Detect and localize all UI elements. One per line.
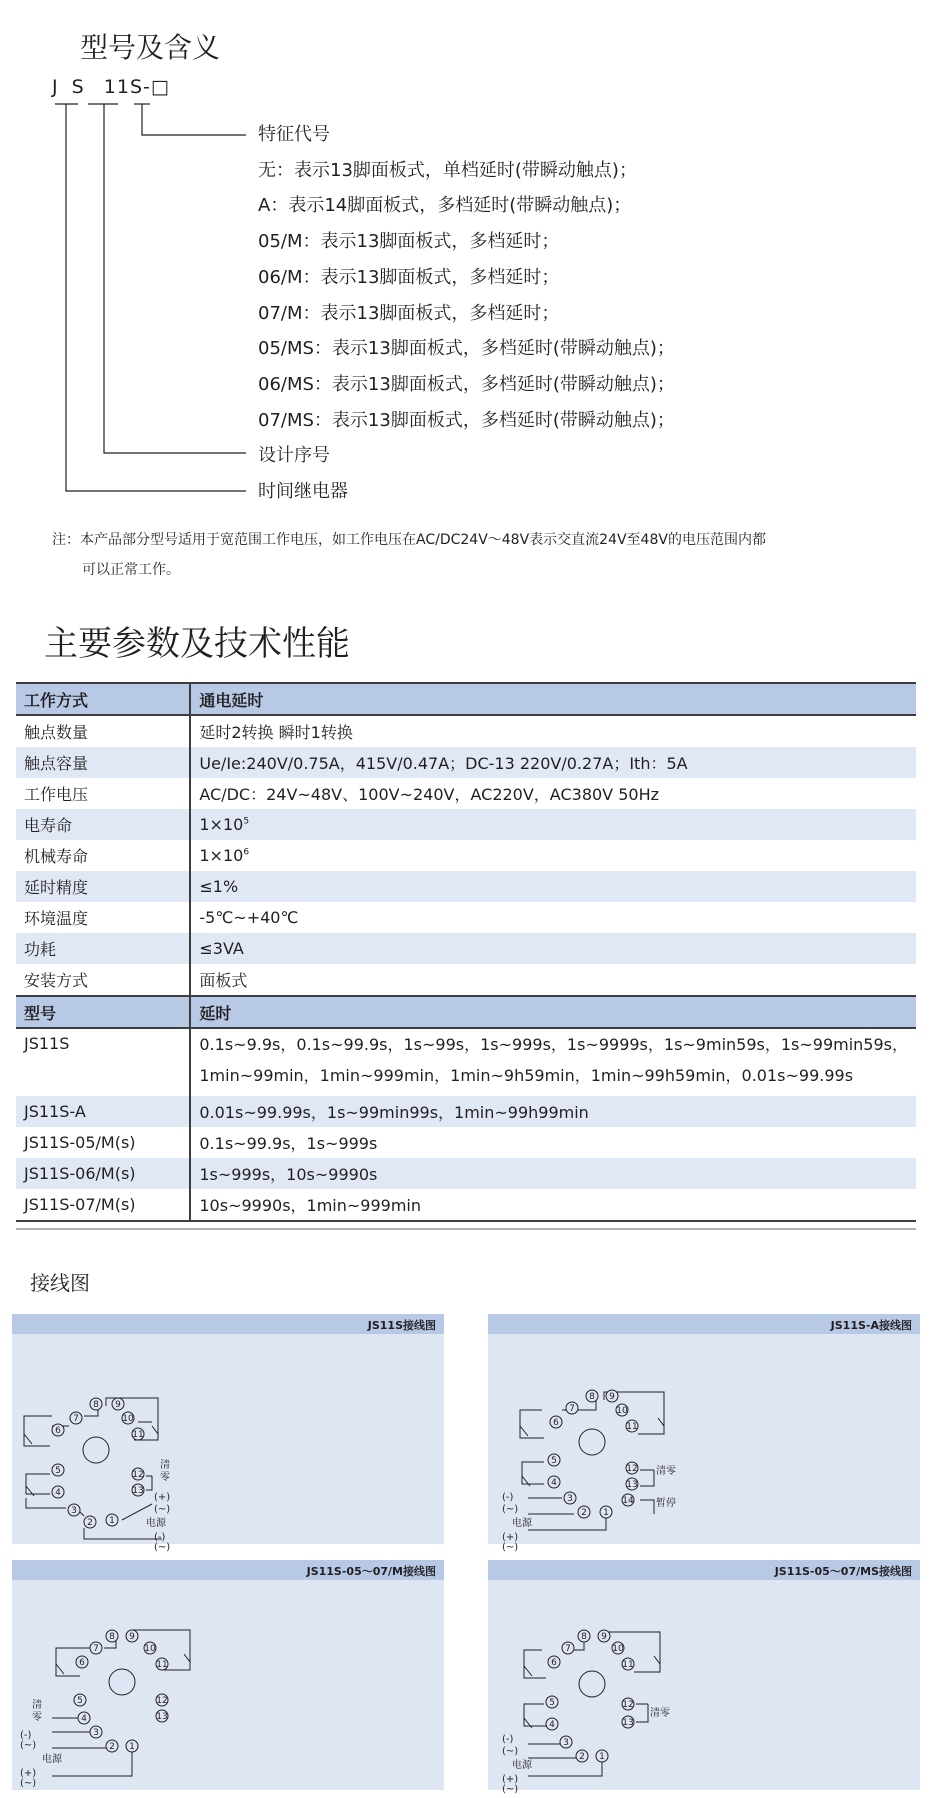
svg-text:3: 3 (563, 1738, 569, 1748)
row-label: 环境温度 (16, 902, 190, 933)
row-value: ≤3VA (190, 933, 916, 964)
params-table (16, 682, 916, 1222)
row-value: 10s~9990s，1min~999min (190, 1189, 916, 1221)
label-tilde-2: (~) (502, 1542, 519, 1553)
row-value: AC/DC：24V~48V、100V~240V，AC220V，AC380V 50Hz (199, 785, 660, 804)
label-plus: (+) (502, 1774, 519, 1785)
svg-text:11: 11 (626, 1422, 638, 1432)
svg-text:12: 12 (132, 1470, 144, 1480)
row-value: 0.01s~99.99s，1s~99min99s，1min~99h99min (190, 1096, 916, 1127)
svg-text:2: 2 (579, 1752, 585, 1762)
svg-text:5: 5 (549, 1698, 555, 1708)
label-clear-2: 零 (160, 1472, 170, 1483)
wiring-diagram (12, 1580, 444, 1790)
row-label: 功耗 (16, 933, 190, 964)
panel-title: JS11S接线图 (367, 1319, 436, 1332)
svg-text:10: 10 (122, 1414, 134, 1424)
svg-text:10: 10 (144, 1644, 156, 1654)
svg-text:6: 6 (55, 1426, 61, 1436)
row-label: JS11S-06/M(s) (16, 1158, 190, 1189)
table-row (16, 809, 916, 840)
code-part-box: □ (150, 76, 170, 98)
label-tilde: (~) (154, 1504, 171, 1515)
wiring-section-title: 接线图 (30, 1271, 90, 1295)
value-base: 1×10 (199, 815, 244, 834)
svg-text:12: 12 (622, 1700, 634, 1710)
row-label: JS11S-07/M(s) (16, 1189, 190, 1221)
row-label: JS11S (16, 1028, 190, 1096)
label-plus: (+) (20, 1768, 37, 1779)
svg-text:4: 4 (55, 1488, 61, 1498)
row-label: 机械寿命 (16, 840, 190, 871)
table-row (16, 902, 916, 933)
model-item-06ms: 06/MS：表示13脚面板式，多档延时(带瞬动触点)； (258, 374, 675, 395)
row-label: 触点容量 (16, 747, 190, 778)
wiring-panel-js11s-m (12, 1560, 444, 1790)
svg-text:4: 4 (551, 1478, 557, 1488)
svg-text:10: 10 (616, 1406, 628, 1416)
svg-text:9: 9 (129, 1632, 135, 1642)
label-tilde-2: (~) (20, 1778, 37, 1789)
svg-text:1: 1 (129, 1742, 135, 1752)
label-tilde: (~) (502, 1504, 519, 1515)
panel-title: JS11S-A接线图 (830, 1319, 912, 1332)
svg-text:12: 12 (156, 1696, 168, 1706)
code-part-s: S (71, 76, 85, 98)
label-power: 电源 (146, 1518, 166, 1529)
label-plus: (+) (154, 1492, 171, 1503)
table-row (16, 871, 916, 902)
wiring-panel-js11s-a (488, 1314, 920, 1553)
table-bottom-shadow (16, 1228, 916, 1230)
wiring-panel-js11s (12, 1314, 444, 1553)
wiring-panel-js11s-ms (488, 1560, 920, 1795)
svg-text:7: 7 (73, 1414, 79, 1424)
table-row (16, 747, 916, 778)
code-part-11s: 11S- (103, 76, 151, 98)
label-clear-2: 零 (32, 1712, 42, 1723)
row-label: JS11S-A (16, 1096, 190, 1127)
header-label: 工作方式 (16, 683, 190, 715)
svg-text:3: 3 (71, 1506, 77, 1516)
model-item-07ms: 07/MS：表示13脚面板式，多档延时(带瞬动触点)； (258, 410, 675, 431)
code-part-j: J (52, 76, 59, 98)
label-minus: (-) (502, 1492, 514, 1503)
svg-text:7: 7 (569, 1404, 575, 1414)
row-value-line-2: 1min~99min，1min~999min，1min~9h59min，1min~99h59min，0.01s~99.99s (199, 1066, 854, 1085)
table-row (16, 715, 916, 747)
table-row (16, 1127, 916, 1158)
svg-text:7: 7 (565, 1644, 571, 1654)
panel-title: JS11S-05～07/M接线图 (306, 1565, 436, 1578)
svg-text:12: 12 (626, 1464, 638, 1474)
table-row (16, 1028, 916, 1096)
row-value: ≤1% (190, 871, 916, 902)
row-value (190, 840, 916, 871)
row-label: 延时精度 (16, 871, 190, 902)
svg-text:8: 8 (93, 1400, 99, 1410)
label-power: 电源 (512, 1760, 532, 1771)
table-row (16, 778, 916, 809)
row-label: 工作电压 (16, 778, 190, 809)
model-item-07m: 07/M：表示13脚面板式，多档延时； (258, 303, 560, 324)
wiring-diagram (488, 1334, 920, 1553)
svg-text:2: 2 (87, 1518, 93, 1528)
model-item-none: 无：表示13脚面板式，单档延时(带瞬动触点)； (258, 160, 637, 181)
row-label: 安装方式 (16, 964, 190, 996)
wiring-diagram (12, 1334, 444, 1553)
label-minus: (-) (154, 1532, 166, 1543)
svg-text:3: 3 (93, 1728, 99, 1738)
panel-title: JS11S-05～07/MS接线图 (774, 1565, 912, 1578)
label-tilde: (~) (20, 1740, 37, 1751)
svg-text:13: 13 (622, 1718, 634, 1728)
row-label: 触点数量 (16, 715, 190, 747)
table-row (16, 933, 916, 964)
label-clear-1: 清 (160, 1460, 170, 1471)
svg-text:13: 13 (156, 1712, 168, 1722)
label-clear: 清零 (656, 1466, 676, 1477)
label-tilde-2: (~) (502, 1784, 519, 1795)
label-tilde: (~) (502, 1746, 519, 1757)
svg-text:11: 11 (622, 1660, 634, 1670)
row-value (190, 809, 916, 840)
row-value-line-1: 0.1s~9.9s，0.1s~99.9s，1s~99s，1s~999s，1s~9999s，1s~9min59s，1s~99min59s， (199, 1035, 908, 1054)
svg-text:9: 9 (601, 1632, 607, 1642)
svg-text:6: 6 (553, 1418, 559, 1428)
label-clear-1: 清 (32, 1700, 42, 1711)
model-code-leader-lines (0, 0, 260, 500)
table-row (16, 1096, 916, 1127)
svg-text:8: 8 (109, 1632, 115, 1642)
label-minus: (-) (502, 1734, 514, 1745)
model-item-05m: 05/M：表示13脚面板式，多档延时； (258, 231, 560, 252)
row-label: JS11S-05/M(s) (16, 1127, 190, 1158)
svg-text:7: 7 (93, 1644, 99, 1654)
svg-text:9: 9 (609, 1392, 615, 1402)
svg-text:14: 14 (622, 1496, 634, 1506)
model-item-06m: 06/M：表示13脚面板式，多档延时； (258, 267, 560, 288)
svg-text:13: 13 (132, 1486, 144, 1496)
header-label: 型号 (16, 996, 190, 1028)
svg-text:6: 6 (551, 1658, 557, 1668)
svg-text:8: 8 (589, 1392, 595, 1402)
svg-text:5: 5 (77, 1696, 83, 1706)
value-exponent: 6 (243, 847, 250, 858)
label-plus: (+) (502, 1532, 519, 1543)
row-value: 面板式 (199, 971, 248, 990)
table-header-row (16, 996, 916, 1028)
row-value: 0.1s~99.9s，1s~999s (199, 1134, 378, 1153)
header-value: 通电延时 (190, 683, 916, 715)
row-value (190, 1028, 916, 1096)
model-section-title: 型号及含义 (80, 31, 221, 64)
value-exponent: 5 (243, 816, 250, 827)
row-value: Ue/Ie:240V/0.75A，415V/0.47A；DC-13 220V/0.27A；Ith：5A (190, 747, 916, 778)
table-row (16, 840, 916, 871)
svg-text:1: 1 (109, 1516, 115, 1526)
svg-text:8: 8 (581, 1632, 587, 1642)
svg-text:10: 10 (612, 1644, 624, 1654)
params-section-title: 主要参数及技术性能 (44, 624, 350, 664)
svg-text:1: 1 (603, 1508, 609, 1518)
svg-text:2: 2 (109, 1742, 115, 1752)
label-tilde-2: (~) (154, 1542, 171, 1553)
wiring-diagram (488, 1580, 920, 1795)
table-row (16, 1158, 916, 1189)
svg-text:3: 3 (567, 1494, 573, 1504)
svg-text:11: 11 (156, 1660, 168, 1670)
table-row (16, 964, 916, 996)
row-value: 延时2转换 瞬时1转换 (199, 723, 353, 742)
svg-text:5: 5 (551, 1456, 557, 1466)
table-header-row (16, 683, 916, 715)
model-item-design-serial: 设计序号 (258, 445, 330, 466)
row-value: -5℃~+40℃ (199, 908, 299, 927)
note-line-2: 可以正常工作。 (82, 562, 180, 578)
svg-text:4: 4 (549, 1720, 555, 1730)
note-line-1: 注：本产品部分型号适用于宽范围工作电压，如工作电压在AC/DC24V～48V表示交直流24V至48V的电压范围内都 (52, 532, 766, 548)
label-clear: 清零 (650, 1708, 670, 1719)
svg-text:13: 13 (626, 1480, 638, 1490)
model-item-05ms: 05/MS：表示13脚面板式，多档延时(带瞬动触点)； (258, 338, 675, 359)
value-base: 1×10 (199, 846, 244, 865)
svg-text:11: 11 (132, 1430, 144, 1440)
label-minus: (-) (20, 1730, 32, 1741)
svg-text:5: 5 (55, 1466, 61, 1476)
label-power: 电源 (42, 1754, 62, 1765)
svg-text:2: 2 (581, 1508, 587, 1518)
model-item-feature-code: 特征代号 (258, 124, 330, 145)
label-pause: 暂停 (656, 1498, 676, 1509)
header-value: 延时 (190, 996, 916, 1028)
svg-text:1: 1 (599, 1752, 605, 1762)
label-power: 电源 (512, 1518, 532, 1529)
model-item-a: A：表示14脚面板式，多档延时(带瞬动触点)； (258, 195, 632, 216)
model-item-time-relay: 时间继电器 (258, 481, 348, 502)
svg-text:6: 6 (79, 1658, 85, 1668)
row-label: 电寿命 (16, 809, 190, 840)
svg-text:4: 4 (81, 1714, 87, 1724)
svg-text:9: 9 (115, 1400, 121, 1410)
table-row (16, 1189, 916, 1221)
row-value: 1s~999s，10s~9990s (190, 1158, 916, 1189)
